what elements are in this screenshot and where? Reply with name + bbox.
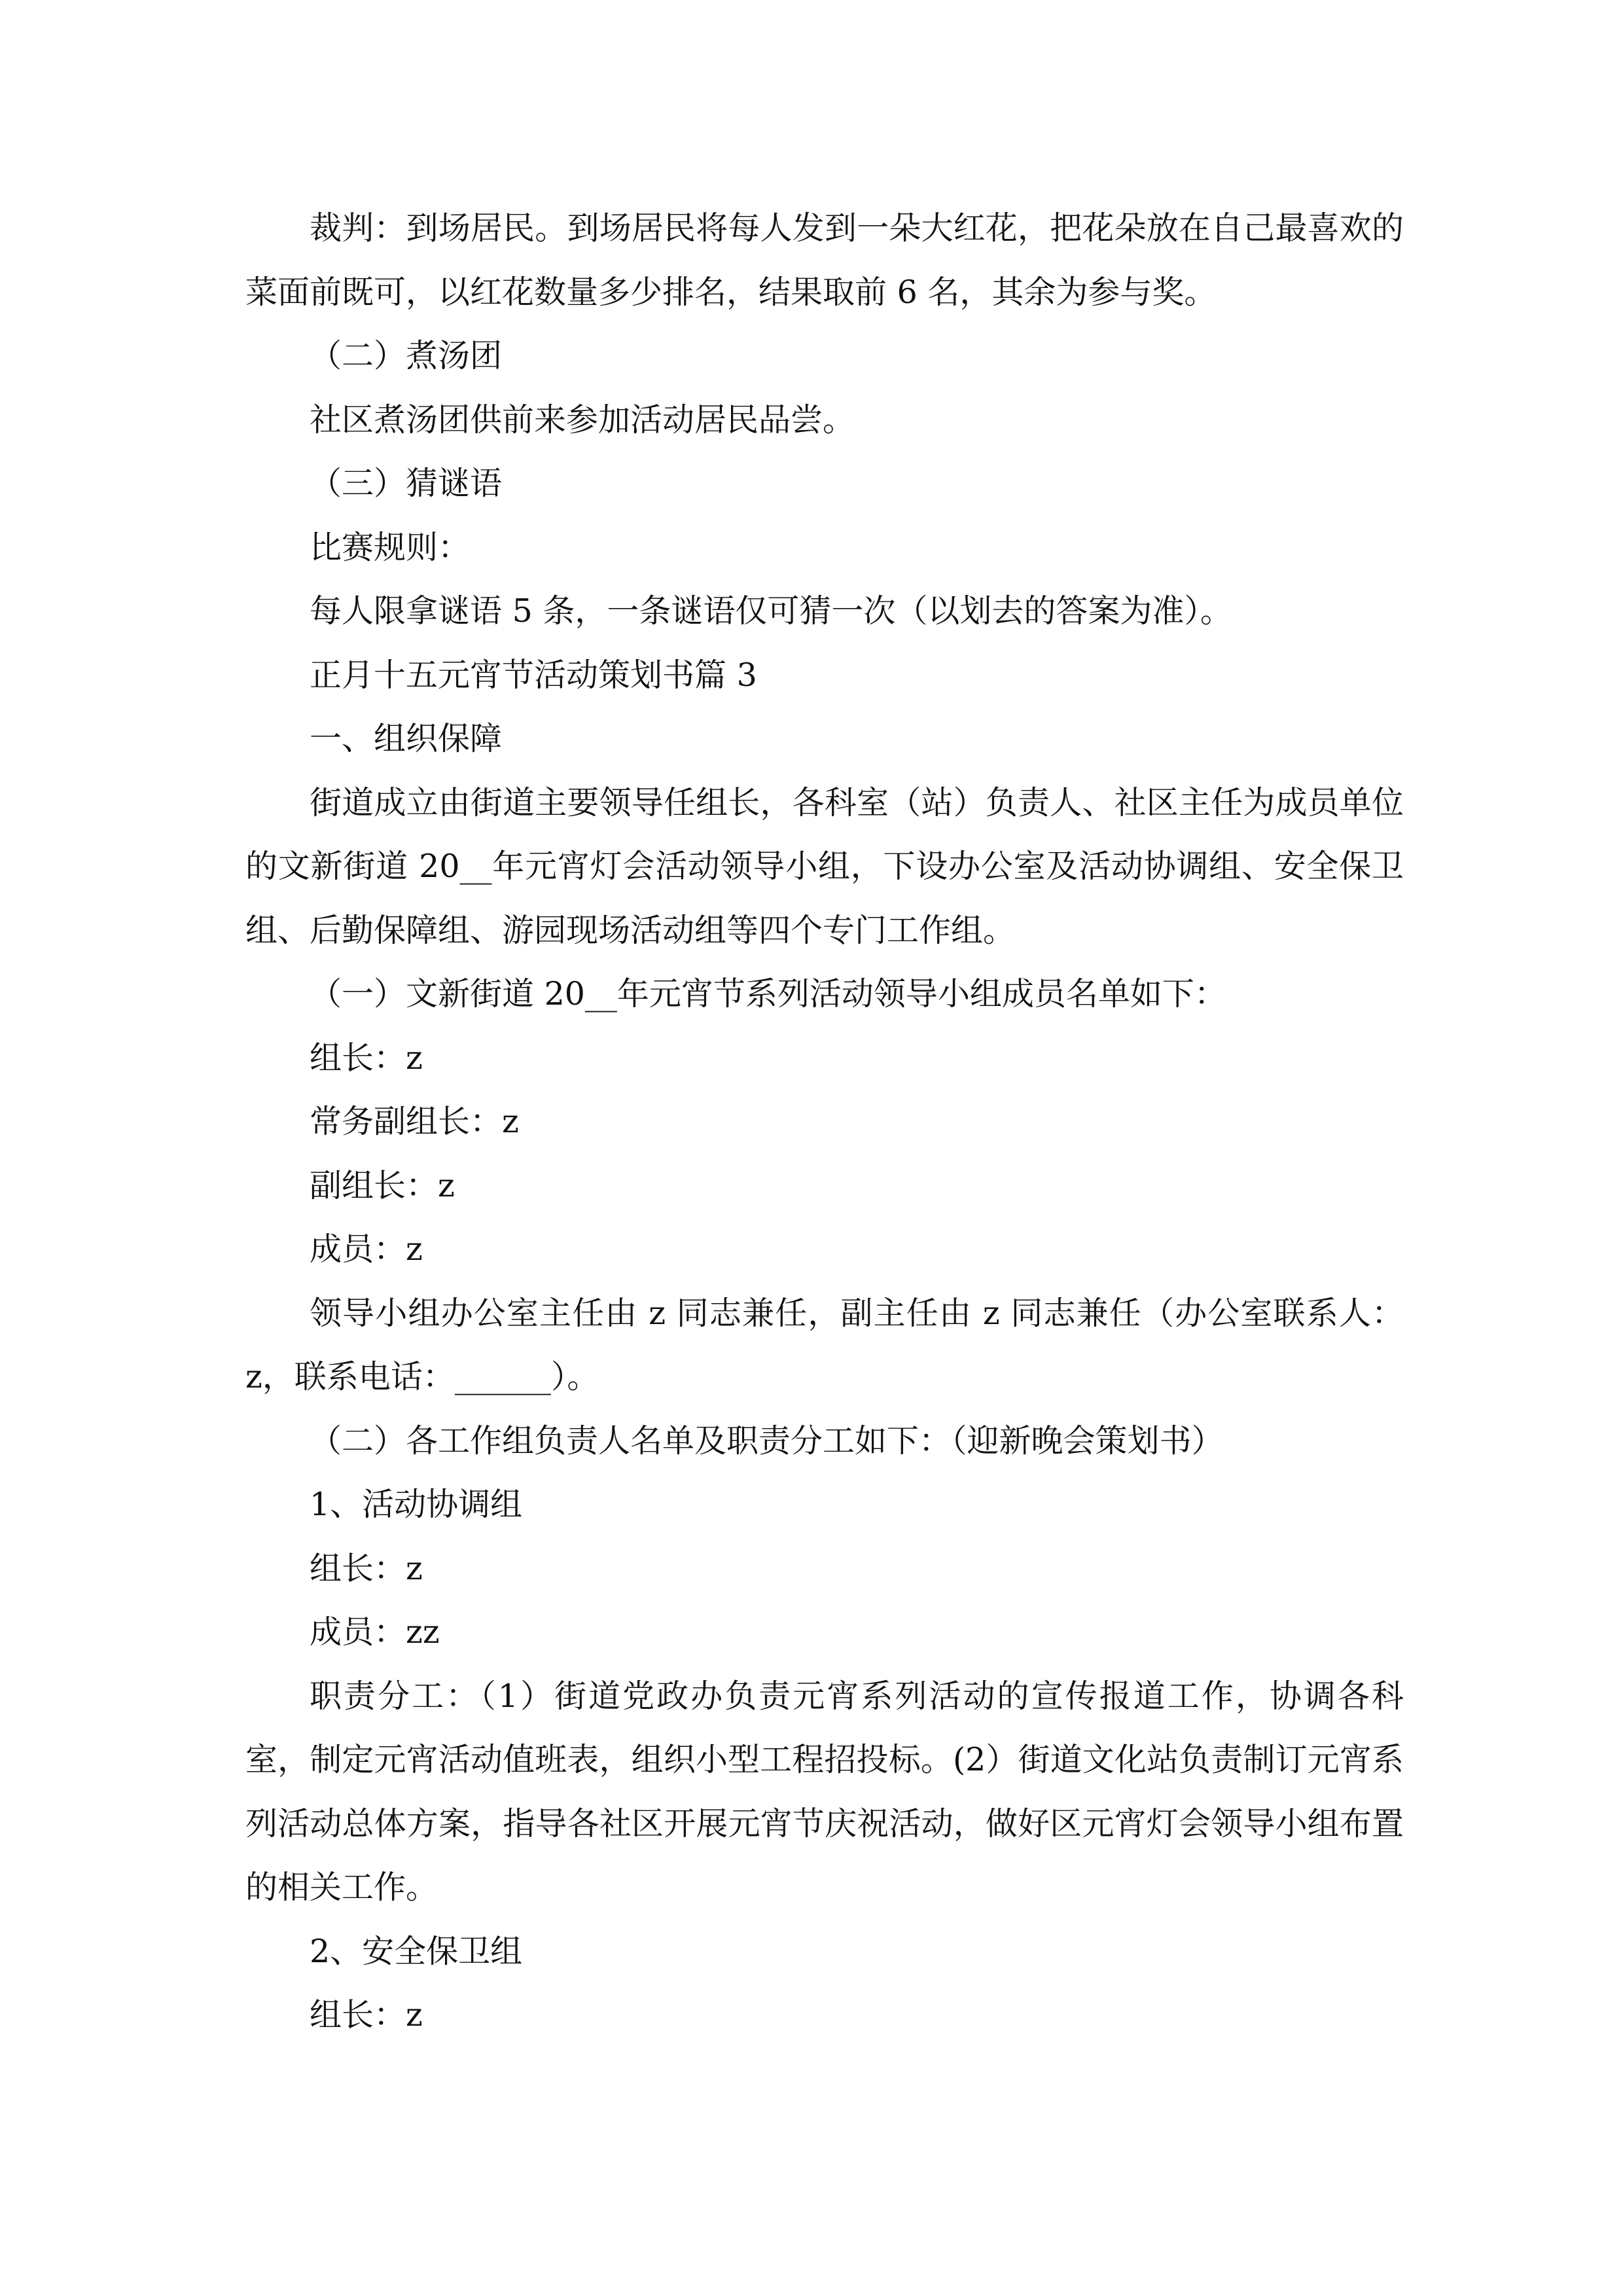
list-item-coordination-leader: 组长：z bbox=[310, 1549, 423, 1587]
heading-organization: 一、组织保障 bbox=[310, 720, 503, 757]
paragraph-judging: 裁判：到场居民。到场居民将每人发到一朵大红花，把花朵放在自己最喜欢的菜面前既可，以红花数量多少排名，结果取前 6 名，其余为参与奖。 bbox=[245, 209, 1404, 311]
heading-riddles: （三）猜谜语 bbox=[310, 465, 503, 502]
list-item-leader: 组长：z bbox=[310, 1039, 423, 1077]
paragraph-organization: 街道成立由街道主要领导任组长，各科室（站）负责人、社区主任为成员单位的文新街道 20__年元宵灯会活动领导小组，下设办公室及活动协调组、安全保卫组、后勤保障组、游园现场活动组等四个专门工作组。 bbox=[245, 783, 1404, 949]
paragraph-rules-label: 比赛规则： bbox=[310, 528, 471, 566]
paragraph-riddle-rules: 每人限拿谜语 5 条，一条谜语仅可猜一次（以划去的答案为准）。 bbox=[310, 592, 1232, 630]
document-body bbox=[245, 196, 1404, 2047]
list-item-executive-deputy: 常务副组长：z bbox=[310, 1103, 519, 1140]
paragraph-tangyuan: 社区煮汤团供前来参加活动居民品尝。 bbox=[310, 401, 855, 439]
heading-cook-tangyuan: （二）煮汤团 bbox=[310, 337, 503, 374]
list-item-coordination-members: 成员：zz bbox=[310, 1613, 440, 1651]
heading-leadership-list: （一）文新街道 20__年元宵节系列活动领导小组成员名单如下： bbox=[310, 975, 1226, 1013]
paragraph-duties: 职责分工：（1）街道党政办负责元宵系列活动的宣传报道工作，协调各科室，制定元宵活动值班表，组织小型工程招投标。(2）街道文化站负责制订元宵系列活动总体方案，指导各社区开展元宵节庆祝活动，做好区元宵灯会领导小组布置的相关工作。 bbox=[245, 1677, 1404, 1906]
list-item-deputy: 副组长：z bbox=[310, 1166, 455, 1204]
heading-work-groups: （二）各工作组负责人名单及职责分工如下：（迎新晚会策划书） bbox=[310, 1422, 1224, 1460]
section-title-plan-3: 正月十五元宵节活动策划书篇 3 bbox=[310, 656, 757, 694]
list-item-security-leader: 组长：z bbox=[310, 1996, 423, 2034]
heading-security-group: 2、安全保卫组 bbox=[310, 1932, 523, 1970]
list-item-members: 成员：z bbox=[310, 1230, 423, 1268]
paragraph-office: 领导小组办公室主任由 z 同志兼任，副主任由 z 同志兼任（办公室联系人：z，联系电话：______）。 bbox=[245, 1294, 1404, 1395]
heading-coordination-group: 1、活动协调组 bbox=[310, 1486, 523, 1523]
